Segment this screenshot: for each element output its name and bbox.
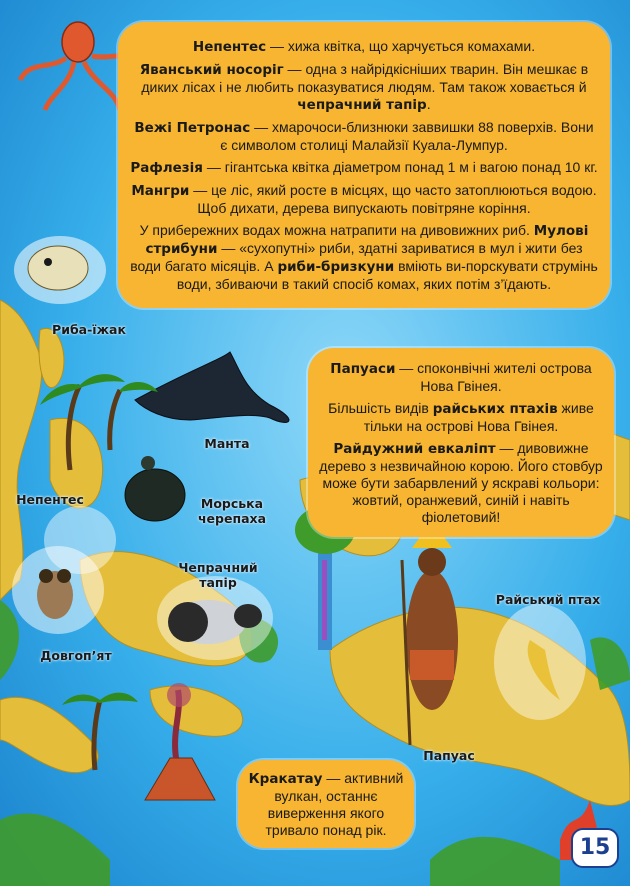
label-tarsier: Довгоп’ят xyxy=(40,648,112,663)
info-box-krakatau xyxy=(238,760,414,848)
label-manta: Манта xyxy=(204,436,250,451)
info-paragraph xyxy=(130,38,598,56)
info-paragraph xyxy=(318,400,604,435)
term-highlight: райських птахів xyxy=(432,401,558,417)
info-paragraph xyxy=(246,770,406,839)
info-box-top xyxy=(118,22,610,308)
label-puffer-fish: Риба-їжак xyxy=(52,322,126,337)
puffer-fish xyxy=(14,236,106,304)
paragraph-text: — активний вулкан, останнє виверження якого тривало понад рік. xyxy=(265,770,404,838)
term-highlight: Кракатау xyxy=(248,771,323,787)
info-paragraph xyxy=(318,360,604,395)
page-number: 15 xyxy=(571,828,619,868)
paragraph-text: — одна з найрідкісніших тварин. Він мешкає в диких лісах і не любить показуватися людям. Там також ховається й xyxy=(141,61,589,95)
paragraph-text: . xyxy=(426,96,431,112)
term-highlight: чепрачний тапір xyxy=(297,97,427,113)
term-highlight: Мангри xyxy=(131,183,190,199)
term-highlight: Непентес xyxy=(192,39,267,55)
label-tapir: Чепрачний тапір xyxy=(178,560,258,590)
label-bird-of-paradise: Райський птах xyxy=(495,592,601,607)
term-highlight: Райдужний евкаліпт xyxy=(333,441,496,457)
info-paragraph xyxy=(130,119,598,154)
paragraph-text: — «сухопутні» риби, здатні зариватися в мул і жити без води багато місяців. А xyxy=(130,240,583,274)
paragraph-text: живе тільки на острові Нова Гвінея. xyxy=(363,400,594,434)
label-sea-turtle: Морська черепаха xyxy=(197,496,267,526)
bird-of-paradise xyxy=(494,604,586,720)
paragraph-text: Більшість видів xyxy=(328,400,433,416)
info-paragraph xyxy=(130,182,598,217)
term-highlight: Рафлезія xyxy=(130,160,203,176)
paragraph-text: — гігантська квітка діаметром понад 1 м і вагою понад 10 кг. xyxy=(202,159,598,175)
paragraph-text: — це ліс, який росте в місцях, що часто затоплюються водою. Щоб дихати, дерева випускають повітряне коріння. xyxy=(189,182,597,216)
paragraph-text: вміють ви-порскувати струмінь води, збиваючи в такий спосіб комах, яких потім з’їдають. xyxy=(176,258,598,292)
label-nepenthes: Непентес xyxy=(16,492,84,507)
term-highlight: Мулові стрибуни xyxy=(145,223,589,257)
paragraph-text: — хижа квітка, що харчується комахами. xyxy=(266,38,536,54)
info-paragraph xyxy=(130,222,598,293)
info-paragraph xyxy=(318,440,604,526)
term-highlight: риби-бризкуни xyxy=(277,259,395,275)
paragraph-text: У прибережних водах можна натрапити на дивовижних риб. xyxy=(139,222,534,238)
paragraph-text: — дивовижне дерево з незвичайною корою. Його стовбур може бути забарвлений у яскраві кольори: жовтий, оранжевий, синій і навіть фіолетовий! xyxy=(319,440,603,525)
label-papuan: Папуас xyxy=(423,748,475,763)
info-paragraph xyxy=(130,61,598,114)
term-highlight: Яванський носоріг xyxy=(139,62,284,78)
tarsier xyxy=(12,546,104,634)
paragraph-text: — хмарочоси-близнюки заввишки 88 поверхів. Вони є символом столиці Малайзії Куала-Лумпур. xyxy=(220,119,594,153)
term-highlight: Вежі Петронас xyxy=(134,120,251,136)
info-paragraph xyxy=(130,159,598,177)
paragraph-text: — споконвічні жителі острова Нова Гвінея. xyxy=(395,360,592,394)
info-box-papua xyxy=(308,348,614,537)
term-highlight: Папуаси xyxy=(330,361,396,377)
